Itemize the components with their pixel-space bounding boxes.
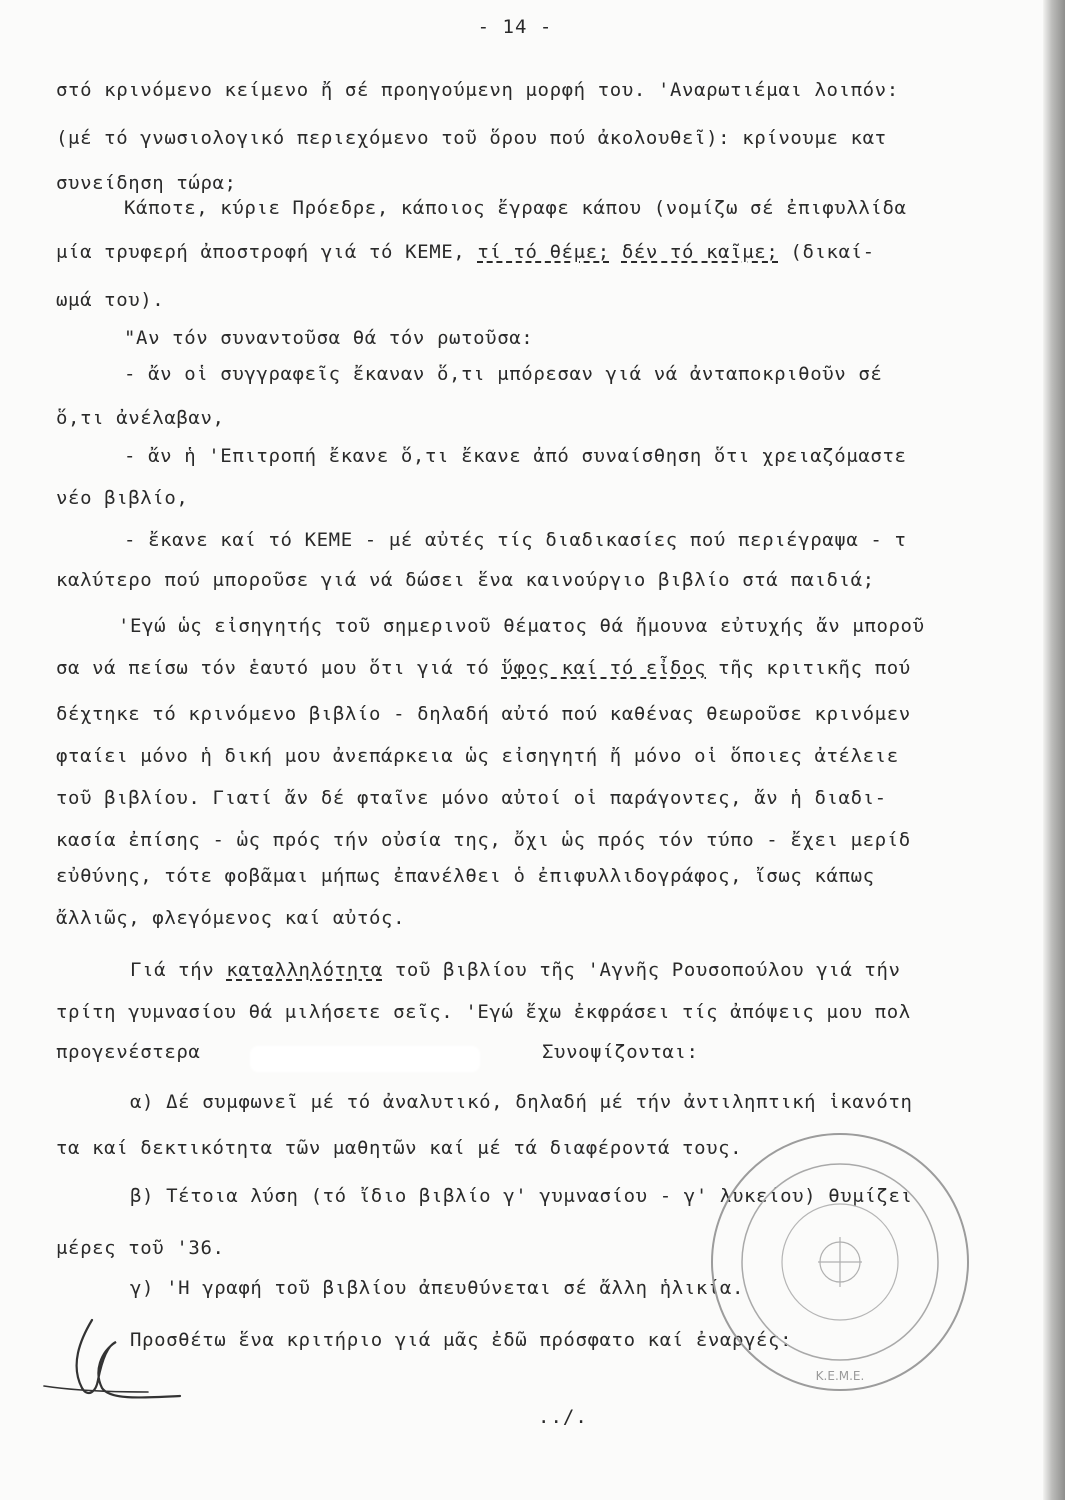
text-line-11: νέο βιβλίο, (56, 487, 189, 509)
text-line-3: συνείδηση τώρα; (56, 172, 237, 194)
text-line-20: εὐθύνης, τότε φοβᾶμαι μήπως ἐπανέλθει ὁ ἐπιφυλλιδογράφος, ἴσως κάπως (56, 865, 875, 887)
text-line-26: τα καί δεκτικότητα τῶν μαθητῶν καί μέ τά διαφέροντά τους. (56, 1137, 743, 1159)
text-line-5 (56, 240, 875, 264)
page-edge-shadow (1043, 0, 1065, 1500)
text-line-8: - ἄν οἱ συγγραφεῖς ἔκαναν ὅ,τι μπόρεσαν γιά νά ἀνταποκριθοῦν σέ (124, 363, 883, 385)
text-line-21: ἄλλιῶς, φλεγόμενος καί αὐτός. (56, 907, 406, 929)
text-line-15 (56, 656, 911, 680)
text-line-5-d: (δικαί- (790, 241, 875, 263)
text-line-29: γ) 'Η γραφή τοῦ βιβλίου ἀπευθύνεται σέ ἄλλη ἡλικία. (130, 1277, 744, 1299)
text-line-15-a: σα νά πείσω τόν ἑαυτό μου ὅτι γιά τό (56, 657, 490, 679)
text-line-2: (μέ τό γνωσιολογικό περιεχόμενο τοῦ ὅρου πού ἀκολουθεῖ): κρίνουμε κατ (56, 127, 887, 149)
correction-smudge (250, 1046, 480, 1072)
text-line-28: μέρες τοῦ '36. (56, 1237, 225, 1259)
text-line-5-a: μία τρυφερή ἀποστροφή γιά τό ΚΕΜΕ, (56, 241, 466, 263)
handwritten-signature (30, 1300, 190, 1420)
text-line-22-a: Γιά τήν (130, 959, 215, 981)
text-line-17: φταίει μόνο ἡ δική μου ἀνεπάρκεια ὡς εἰσηγητή ἤ μόνο οἱ ὅποιες ἀτέλειε (56, 745, 899, 767)
text-line-7: "Αν τόν συναντοῦσα θά τόν ρωτοῦσα: (124, 327, 534, 349)
text-line-19: κασία ἐπίσης - ὡς πρός τήν οὐσία της, ὄχι ὡς πρός τόν τύπο - ἔχει μερίδ (56, 829, 911, 851)
official-stamp-seal (700, 1122, 980, 1402)
text-line-9: ὅ,τι ἀνέλαβαν, (56, 407, 225, 429)
text-line-18: τοῦ βιβλίου. Γιατί ἄν δέ φταῖνε μόνο αὐτοί οἱ παράγοντες, ἄν ἡ διαδι- (56, 787, 887, 809)
page-number: - 14 - (477, 16, 553, 38)
text-line-12: - ἔκανε καί τό ΚΕΜΕ - μέ αὐτές τίς διαδικασίες πού περιέγραψα - τ (124, 529, 907, 551)
text-line-1: στό κρινόμενο κείμενο ἤ σέ προηγούμενη μορφή του. 'Αναρωτιέμαι λοιπόν: (56, 79, 899, 101)
text-line-4: Κάποτε, κύριε Πρόεδρε, κάποιος ἔγραφε κάπου (νομίζω σέ ἐπιφυλλίδα (124, 197, 907, 219)
text-line-24b: Συνοψίζονται: (542, 1041, 699, 1063)
text-line-23: τρίτη γυμνασίου θά μιλήσετε σεῖς. 'Εγώ ἔχω ἐκφράσει τίς ἀπόψεις μου πολ (56, 1001, 911, 1023)
underlined-yfos-kai-eidos: ὕφος καί τό εἶδος (501, 657, 707, 679)
continuation-mark: ../. (538, 1406, 588, 1428)
quote-den-to-kaime: δέν τό καῖμε; (621, 241, 779, 263)
seal-bottom-text: Κ.Ε.Μ.Ε. (815, 1369, 865, 1383)
text-line-24a: προγενέστερα (56, 1041, 201, 1063)
text-line-27: β) Τέτοια λύση (τό ἴδιο βιβλίο γ' γυμνασίου - γ' λυκείου) θυμίζει (130, 1185, 913, 1207)
underlined-katallilotita: καταλληλότητα (226, 959, 383, 981)
text-line-25: α) Δέ συμφωνεῖ μέ τό ἀναλυτικό, δηλαδή μέ τήν ἀντιληπτική ἱκανότη (130, 1091, 913, 1113)
text-line-16: δέχτηκε τό κρινόμενο βιβλίο - δηλαδή αὐτό πού καθένας θεωροῦσε κρινόμεν (56, 703, 911, 725)
text-line-14: 'Εγώ ὡς εἰσηγητής τοῦ σημερινοῦ θέματος θά ἤμουνα εὐτυχής ἄν μποροῦ (118, 615, 925, 637)
text-line-10: - ἄν ἡ 'Επιτροπή ἔκανε ὅ,τι ἔκανε ἀπό συναίσθηση ὅτι χρειαζόμαστε (124, 445, 907, 467)
text-line-22-c: τοῦ βιβλίου τῆς 'Αγνῆς Ρουσοπούλου γιά τήν (394, 959, 901, 981)
text-line-15-c: τῆς κριτικῆς πού (718, 657, 911, 679)
quote-ti-to-theme: τί τό θέμε; (477, 241, 610, 263)
text-line-22 (130, 958, 901, 982)
text-line-13: καλύτερο πού μποροῦσε γιά νά δώσει ἕνα καινούργιο βιβλίο στά παιδιά; (56, 569, 875, 591)
text-line-6: ωμά του). (56, 289, 165, 311)
text-line-30: Προσθέτω ἕνα κριτήριο γιά μᾶς ἐδῶ πρόσφατο καί ἐναργές: (130, 1329, 793, 1351)
